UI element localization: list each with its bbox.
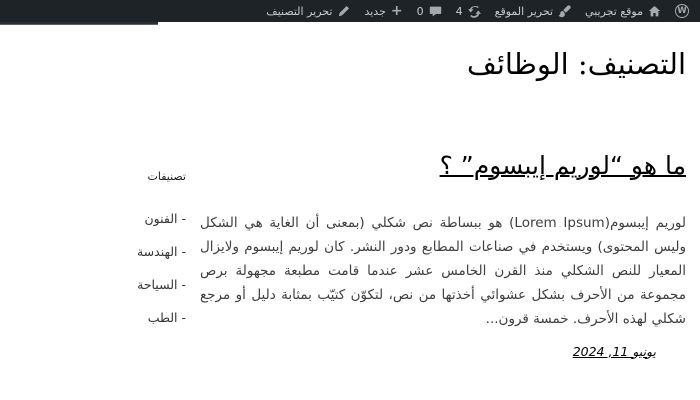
paintbrush-icon: [558, 5, 571, 18]
toolbar-secondary-strip: [0, 22, 158, 25]
home-icon: [648, 5, 661, 18]
categories-list: [100, 211, 186, 325]
wordpress-logo-icon: W: [675, 4, 689, 18]
adminbar-comments-count: 0: [416, 4, 424, 18]
adminbar-edit-site-label: تحرير الموقع: [494, 4, 554, 18]
plus-icon: +: [390, 3, 403, 19]
content-layout: [0, 84, 700, 359]
wp-admin-bar: [0, 0, 700, 22]
update-icon: [468, 5, 481, 18]
adminbar-edit-site[interactable]: [488, 0, 578, 22]
post-excerpt: لوريم إيبسوم(Lorem Ipsum) هو ببساطة نص شكلي (بمعنى أن الغاية هي الشكل وليس المحتوى) ويستخدم في صناعات المطابع ودور النشر. كان لوريم إيبسوم ولايزال المعيار للنص الشكلي منذ القرن الخامس عشر عندما قامت مطبعة مجهولة برص مجموعة من الأحرف بشكل عشوائي أخذتها من نص، لتكوّن كتيّب بمثابة دليل أو مرجع شكلي لهذه الأحرف. خمسة قرون...: [200, 214, 687, 327]
sidebar-item-engineering[interactable]: - الهندسة: [136, 243, 186, 259]
main-content: [200, 148, 686, 359]
adminbar-edit-term-label: تحرير التصنيف: [266, 4, 333, 18]
adminbar-updates-count: 4: [455, 4, 463, 18]
sidebar-item-tourism[interactable]: - السياحة: [137, 276, 186, 292]
pencil-icon: [337, 5, 350, 18]
adminbar-wp-logo[interactable]: [668, 0, 696, 22]
adminbar-site-name[interactable]: [578, 0, 668, 22]
post-title-link[interactable]: ما هو “لوريم إيبسوم” ؟: [439, 150, 686, 180]
archive-page-title: التصنيف: الوظائف: [466, 47, 686, 81]
adminbar-updates[interactable]: [449, 0, 488, 22]
adminbar-edit-term[interactable]: [259, 0, 357, 22]
adminbar-comments[interactable]: [410, 0, 449, 22]
sidebar-item-arts[interactable]: - الفنون: [144, 210, 186, 226]
post-date: [200, 344, 656, 359]
categories-sidebar: [100, 148, 186, 343]
comment-icon: [429, 5, 442, 18]
sidebar-item-medicine[interactable]: - الطب: [147, 309, 186, 325]
adminbar-site-name-label: موقع تجريبي: [585, 4, 643, 18]
post-date-link[interactable]: يونيو 11, 2024: [572, 343, 656, 359]
categories-widget-title: تصنيفات: [147, 169, 186, 183]
post-title: [200, 148, 686, 183]
adminbar-new[interactable]: [357, 0, 409, 22]
adminbar-new-label: جديد: [364, 4, 386, 18]
